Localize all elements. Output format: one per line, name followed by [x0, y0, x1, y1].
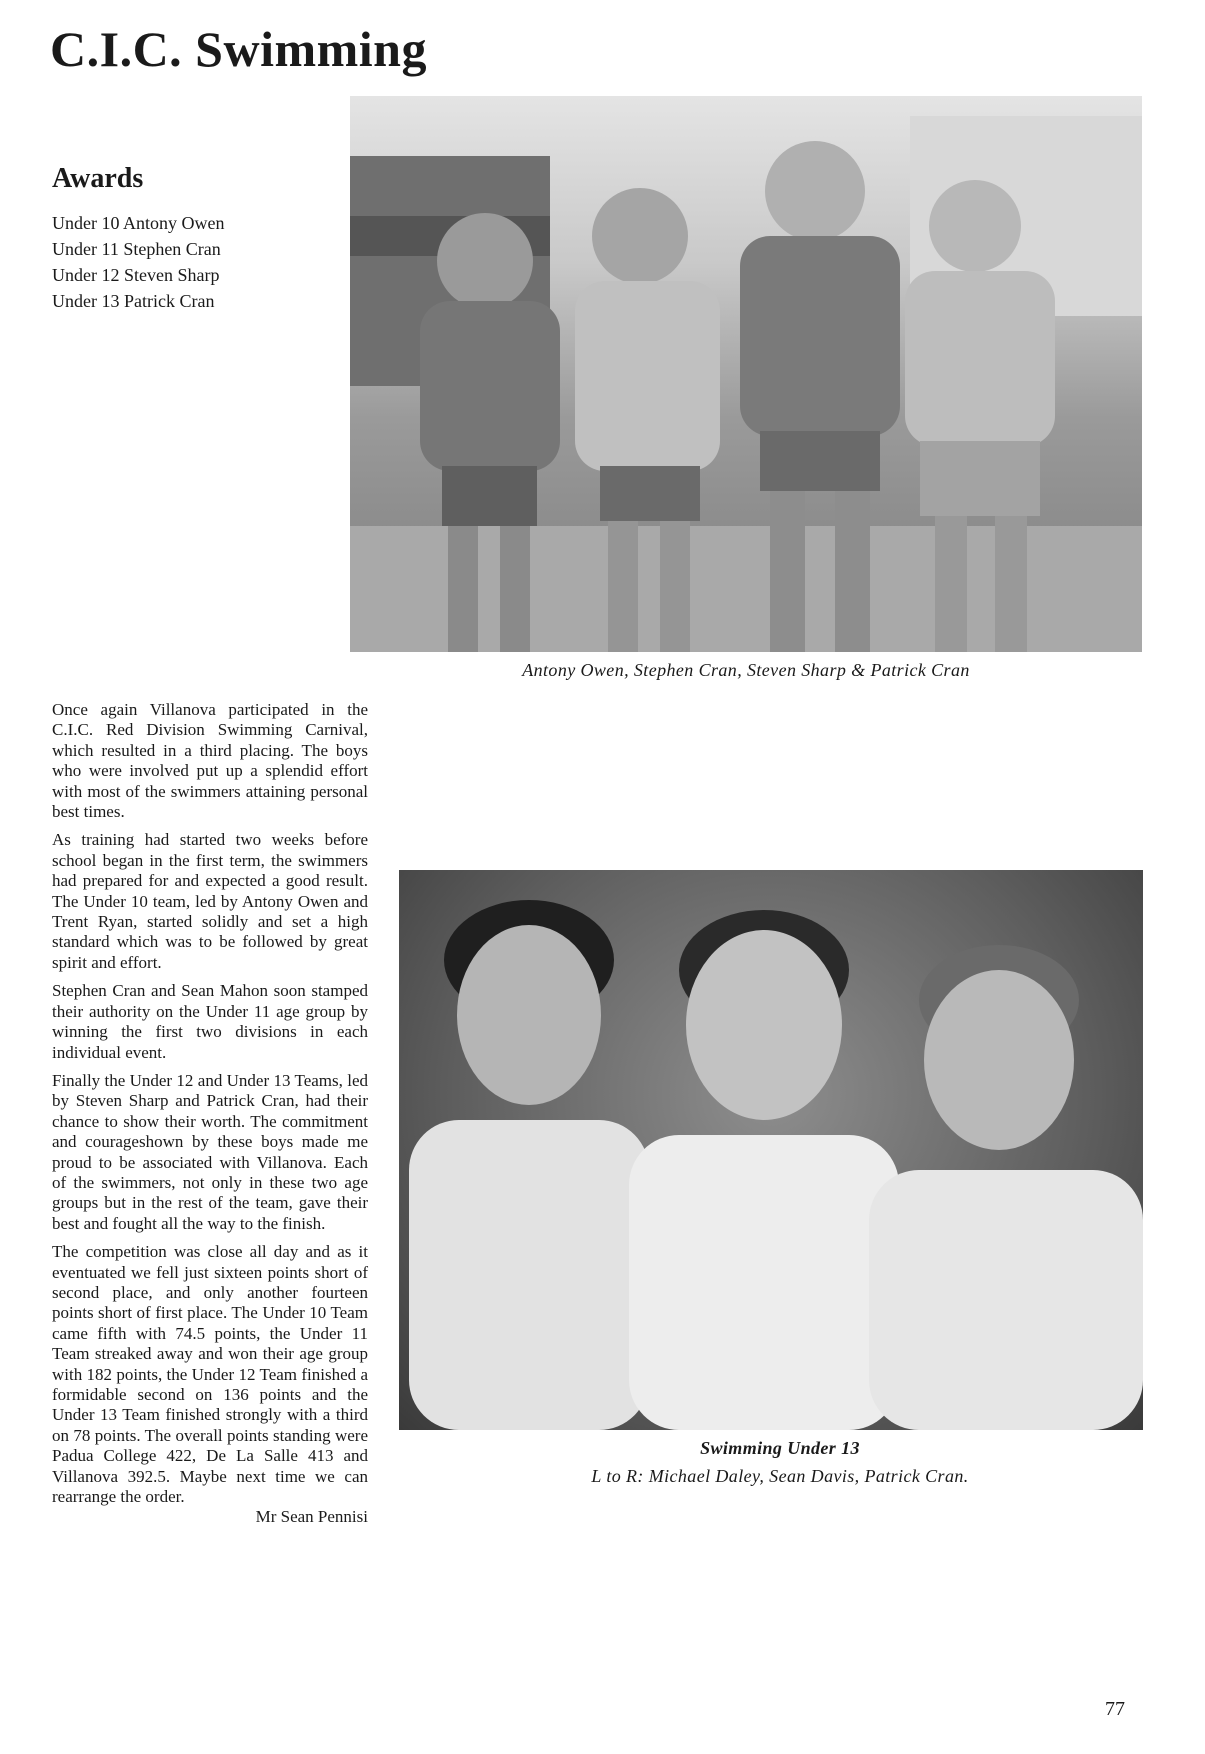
award-item: Under 11 Stephen Cran [52, 239, 221, 259]
article-paragraph: Stephen Cran and Sean Mahon soon stamped their authority on the Under 11 age group by winning the first two divisions in each individual event. [52, 981, 368, 1062]
award-item: Under 13 Patrick Cran [52, 291, 215, 311]
bottom-photo-caption [520, 1434, 1040, 1490]
page-title: C.I.C. Swimming [50, 21, 427, 77]
article-body [52, 700, 368, 1536]
article-paragraph: Once again Villanova participated in the C.I.C. Red Division Swimming Carnival, which resulted in a third placing. The boys who were involved put up a splendid effort with most of the swimmers attaining personal best times. [52, 700, 368, 822]
article-author: Mr Sean Pennisi [255, 1507, 368, 1527]
top-photo-caption: Antony Owen, Stephen Cran, Steven Sharp & Patrick Cran [522, 660, 970, 680]
awards-heading: Awards [52, 163, 144, 194]
team-photo-four-swimmers-illustration [350, 96, 1142, 652]
awards-list [52, 210, 224, 314]
page-number: 77 [1105, 1698, 1125, 1720]
bottom-caption-title: Swimming Under 13 [700, 1438, 860, 1458]
article-paragraph: Finally the Under 12 and Under 13 Teams, led by Steven Sharp and Patrick Cran, had their chance to show their worth. The commitment and courageshown by these boys made me proud to be associated with Villanova. Each of the swimmers, not only in these two age groups but in the rest of the team, gave their best and fought all the way to the finish. [52, 1070, 368, 1233]
under-13-team-photo [399, 870, 1143, 1430]
bottom-caption-names: L to R: Michael Daley, Sean Davis, Patrick Cran. [591, 1466, 969, 1486]
team-photo-four-swimmers [350, 96, 1142, 652]
article-paragraph: The competition was close all day and as it eventuated we fell just sixteen points short of second place, and only another fourteen points short of first place. The Under 10 Team came fifth with 74.5 points, the Under 11 Team streaked away and won their age group with 182 points, the Under 12 Team finished a formidable second on 136 points and the Under 13 Team finished strongly with a third on 78 points. The overall points standing were Padua College 422, De La Salle 413 and Villanova 392.5. Maybe next time we can rearrange the order. [52, 1242, 368, 1507]
under-13-team-photo-illustration [399, 870, 1143, 1430]
award-item: Under 10 Antony Owen [52, 213, 225, 233]
award-item: Under 12 Steven Sharp [52, 265, 220, 285]
article-paragraph: As training had started two weeks before school began in the first term, the swimmers had prepared for and expected a good result. The Under 10 team, led by Antony Owen and Trent Ryan, started solidly and set a high standard which was to be followed by great spirit and effort. [52, 830, 368, 972]
